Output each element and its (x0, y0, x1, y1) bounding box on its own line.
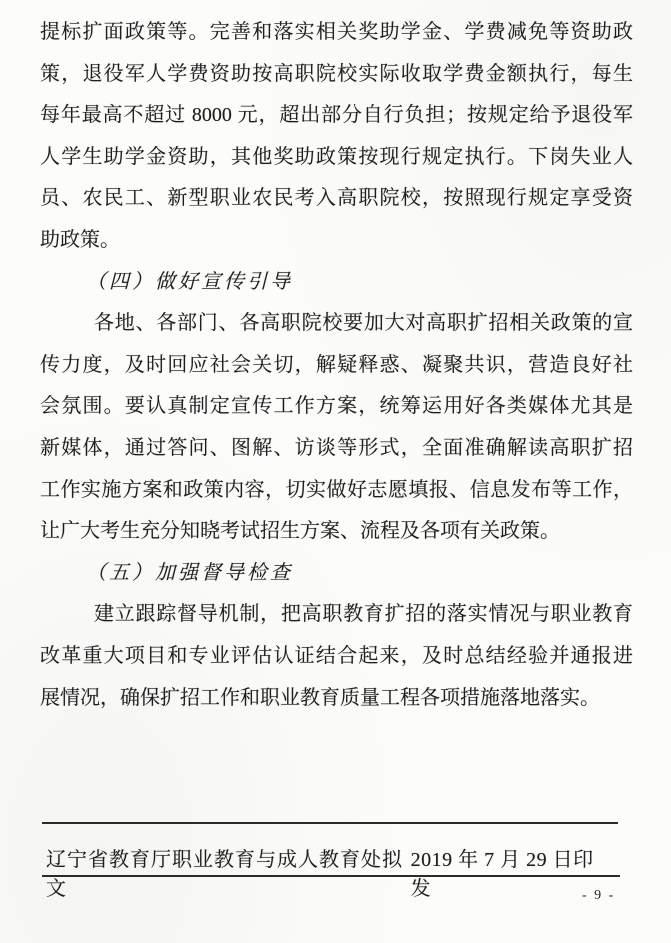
section-heading: （四）做好宣传引导 (86, 270, 293, 293)
text-line: 改革重大项目和专业评估认证结合起来，及时总结经验并通报进 (40, 644, 633, 667)
text-line: 提标扩面政策等。完善和落实相关奖助学金、学费减免等资助政 (40, 21, 633, 43)
text-line: 新媒体，通过答问、图解、访谈等形式，全面准确解读高职扩招 (40, 436, 633, 459)
document-body (40, 12, 633, 719)
page-number: - 9 - (582, 888, 616, 903)
text-line: 会氛围。要认真制定宣传工作方案，统筹运用好各类媒体尤其是 (40, 395, 633, 418)
text-line: 每年最高不超过 8000 元，超出部分自行负担；按规定给予退役军 (40, 104, 633, 127)
text-line: 各地、各部门、各高职院校要加大对高职扩招相关政策的宣 (94, 312, 633, 335)
text-line: 传力度，及时回应社会关切，解疑释惑、凝聚共识，营造良好社 (40, 353, 633, 376)
text-line: 工作实施方案和政策内容，切实做好志愿填报、信息发布等工作， (40, 478, 633, 501)
text-line: 建立跟踪督导机制，把高职教育扩招的落实情况与职业教育 (94, 603, 633, 626)
text-line: 员、农民工、新型职业农民考入高职院校，按照现行规定享受资 (40, 187, 633, 210)
section-heading: （五）加强督导检查 (86, 561, 293, 584)
text-line: 策，退役军人学费资助按高职院校实际收取学费金额执行，每生 (40, 62, 633, 85)
text-line: 人学生助学金资助，其他奖助政策按现行规定执行。下岗失业人 (40, 145, 633, 168)
footer-drafter-text: 辽宁省教育厅职业教育与成人教育处拟文 (46, 849, 403, 900)
text-line: 让广大考生充分知晓考试招生方案、流程及各项有关政策。 (40, 520, 560, 543)
footer-print-date: 2019 年 7 月 29 日印发 (410, 849, 594, 900)
text-line: 展情况，确保扩招工作和职业教育质量工程各项措施落地落实。 (40, 686, 600, 709)
footer-rule-bottom (42, 875, 620, 877)
document-footer (46, 843, 607, 901)
footer-rule-top (42, 822, 618, 824)
text-line: 助政策。 (40, 228, 120, 251)
